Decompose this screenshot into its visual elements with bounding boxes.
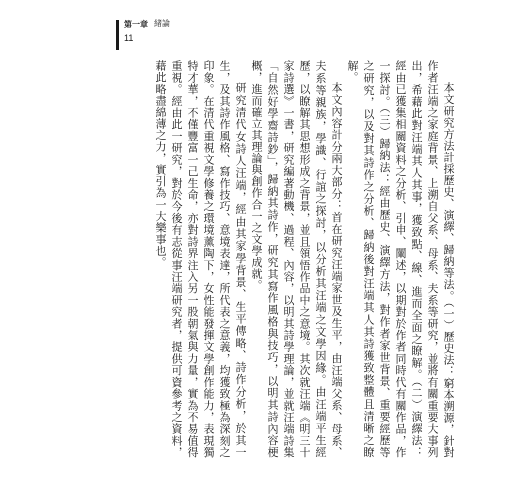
body-text: [135, 60, 456, 458]
chapter-name: 緒論: [154, 19, 170, 28]
paragraph-methods: 本文研究方法計採歷史、演繹、歸納等法。（一）歷史法：窮本溯源，針對作者汪端之家庭背景、上溯自父系、母系、夫系等研究，並將有關重要大事列出，希藉此對汪端其人其事，獲致點、線、進而全面之瞭解。（二）演繹法：經由已獲集相關資料之分析、引申、闡述，以期對於作者同時代有關作品，作一探討。（三）歸納法：經由歷史、演繹方法，對作者家世背景、重要經歷等之研究，以及對其詩作之分析、歸納後對汪端其人其詩獲致整體且清晰之瞭解。: [346, 60, 455, 458]
chapter-label: 第一章: [124, 19, 148, 29]
header-rule: [116, 20, 119, 50]
header-text: [124, 20, 170, 43]
running-header: [116, 20, 170, 50]
paragraph-contents: 本文內容計分兩大部分：首在研究汪端家世及生平，由汪端父系、母系、夫系等親族，學識、行誼之探討，以分析其汪端之文學因緣。由汪端平生經歷，以瞭解其思想形成之背景，並且領悟作品中之意境。其次就汪端《明三十家詩選》一書，研究編著動機、過程、內容，以明其詩學理論，並就汪端詩集「自然好學齋詩鈔」，歸納其詩作，研究其寫作風格與技巧，以明其詩內容梗概，進而確立其理論與創作合一之文學成就。: [250, 60, 343, 458]
header-chapter: [124, 20, 170, 28]
page-number: 11: [124, 33, 134, 43]
paragraph-conclusion: 研究清代女詩人汪端，經由其家學背景、生平傳略、詩作分析，於其一生，及其詩作風格、寫作技巧、意境表達，所代表之意義，均獲致極為深刻之印象。在清代重視文學修養之環境薰陶下，女性能發揮文學創作能力，表現獨特才華，不僅豐富一己生命，亦對詩界注入另一股朝氣與力量，實為不易值得重視。經由此一研究，對於今後有志從事汪端研究者，提供可資參考之資料，藉此略盡綿薄之力，實引為一大樂事也。: [154, 60, 247, 458]
